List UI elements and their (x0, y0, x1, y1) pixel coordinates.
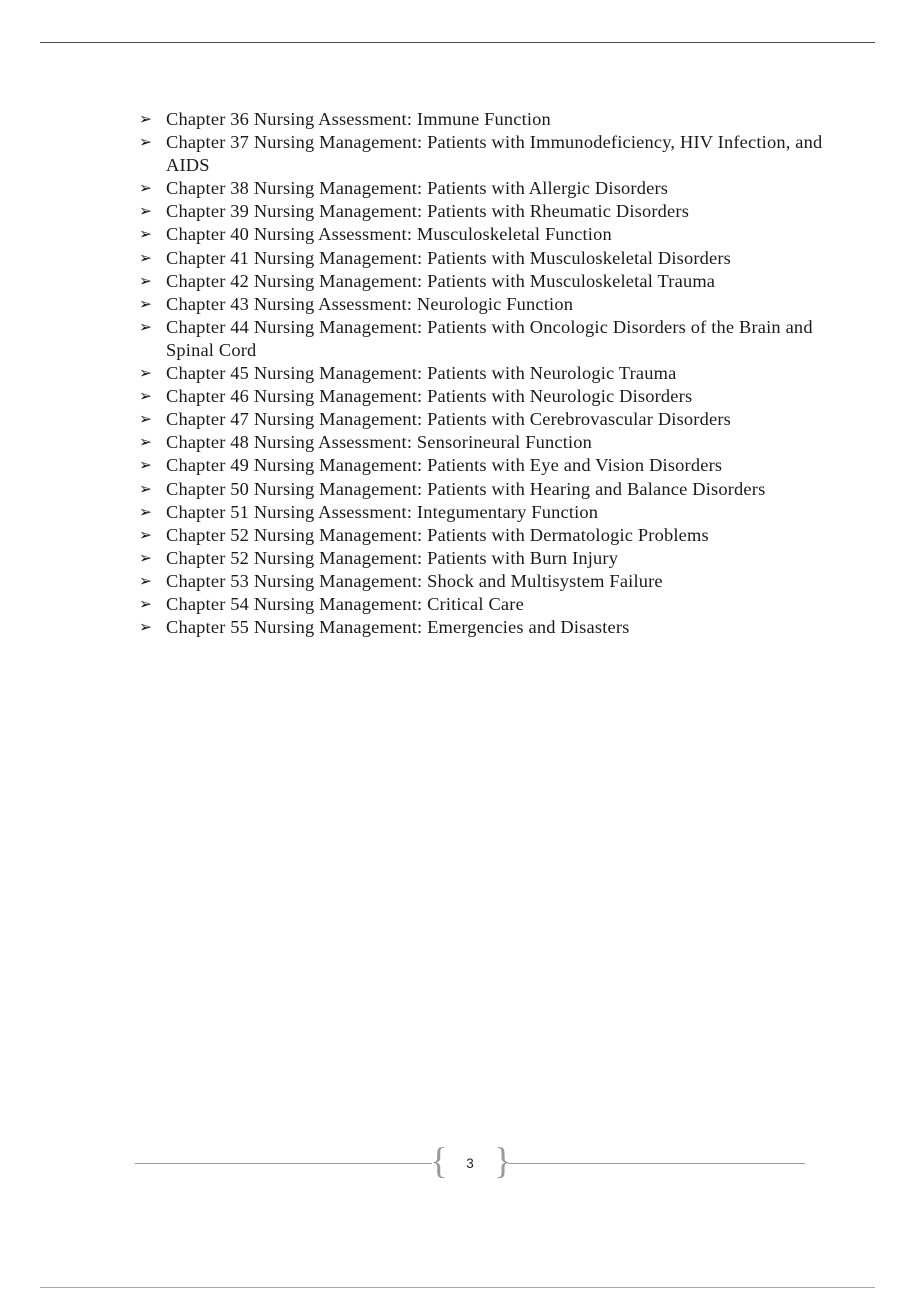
toc-item-label: Chapter 54 Nursing Management: Critical Care (166, 593, 524, 614)
toc-item-label: Chapter 43 Nursing Assessment: Neurologic Function (166, 293, 574, 314)
toc-item-label: Chapter 49 Nursing Management: Patients with Eye and Vision Disorders (166, 455, 723, 476)
arrow-bullet-icon: ➢ (139, 594, 153, 613)
toc-item (138, 547, 828, 570)
toc-item-label: Chapter 36 Nursing Assessment: Immune Function (166, 109, 551, 129)
arrow-bullet-icon: ➢ (139, 202, 153, 221)
toc-item (138, 385, 828, 408)
toc-item-label: Chapter 44 Nursing Management: Patients with Oncologic Disorders of the Brain and Spinal Cord (166, 316, 813, 360)
footer-rule-left (135, 1163, 432, 1164)
toc-item (138, 223, 828, 246)
toc-item (138, 200, 828, 223)
toc-item-label: Chapter 40 Nursing Assessment: Musculoskeletal Function (166, 224, 612, 245)
arrow-bullet-icon: ➢ (139, 548, 153, 567)
arrow-bullet-icon: ➢ (139, 225, 153, 244)
footer-left-brace-icon: { (430, 1141, 448, 1182)
toc-item-label: Chapter 47 Nursing Management: Patients with Cerebrovascular Disorders (166, 409, 731, 430)
table-of-contents (138, 108, 828, 639)
arrow-bullet-icon: ➢ (139, 271, 153, 290)
toc-item (138, 131, 828, 177)
toc-item (138, 478, 828, 501)
arrow-bullet-icon: ➢ (139, 456, 153, 475)
page-number: 3 (466, 1156, 474, 1171)
toc-item (138, 293, 828, 316)
footer-rule-right (508, 1163, 805, 1164)
toc-item-label: Chapter 38 Nursing Management: Patients with Allergic Disorders (166, 178, 669, 199)
arrow-bullet-icon: ➢ (139, 525, 153, 544)
toc-item-label: Chapter 46 Nursing Management: Patients with Neurologic Disorders (166, 386, 693, 407)
arrow-bullet-icon: ➢ (139, 433, 153, 452)
arrow-bullet-icon: ➢ (139, 387, 153, 406)
toc-item (138, 108, 828, 131)
arrow-bullet-icon: ➢ (139, 110, 153, 128)
toc-item (138, 501, 828, 524)
toc-item (138, 270, 828, 293)
arrow-bullet-icon: ➢ (139, 294, 153, 313)
toc-item (138, 316, 828, 362)
toc-item-label: Chapter 50 Nursing Management: Patients with Hearing and Balance Disorders (166, 478, 766, 499)
arrow-bullet-icon: ➢ (139, 618, 153, 637)
toc-item (138, 524, 828, 547)
arrow-bullet-icon: ➢ (139, 502, 153, 521)
footer-right-brace-icon: } (494, 1141, 512, 1182)
toc-list (138, 108, 828, 639)
toc-item (138, 177, 828, 200)
toc-item-label: Chapter 52 Nursing Management: Patients with Dermatologic Problems (166, 524, 709, 545)
header-rule (40, 42, 875, 43)
toc-item-label: Chapter 53 Nursing Management: Shock and Multisystem Failure (166, 570, 663, 591)
toc-item (138, 408, 828, 431)
toc-item-label: Chapter 37 Nursing Management: Patients with Immunodeficiency, HIV Infection, and AIDS (166, 132, 823, 176)
toc-item-label: Chapter 55 Nursing Management: Emergencies and Disasters (166, 617, 630, 638)
toc-item (138, 616, 828, 639)
toc-item-label: Chapter 41 Nursing Management: Patients with Musculoskeletal Disorders (166, 247, 732, 268)
toc-item-label: Chapter 48 Nursing Assessment: Sensorineural Function (166, 432, 593, 453)
arrow-bullet-icon: ➢ (139, 133, 153, 152)
arrow-bullet-icon: ➢ (139, 479, 153, 498)
page-bottom-rule (40, 1287, 875, 1288)
toc-item-label: Chapter 51 Nursing Assessment: Integumentary Function (166, 501, 599, 522)
arrow-bullet-icon: ➢ (139, 410, 153, 429)
arrow-bullet-icon: ➢ (139, 571, 153, 590)
toc-item (138, 247, 828, 270)
toc-item-label: Chapter 39 Nursing Management: Patients with Rheumatic Disorders (166, 201, 690, 222)
toc-item (138, 570, 828, 593)
arrow-bullet-icon: ➢ (139, 248, 153, 267)
toc-item (138, 362, 828, 385)
arrow-bullet-icon: ➢ (139, 317, 153, 336)
toc-item-label: Chapter 42 Nursing Management: Patients with Musculoskeletal Trauma (166, 270, 716, 291)
arrow-bullet-icon: ➢ (139, 179, 153, 198)
arrow-bullet-icon: ➢ (139, 364, 153, 383)
toc-item (138, 593, 828, 616)
toc-item-label: Chapter 45 Nursing Management: Patients with Neurologic Trauma (166, 363, 677, 384)
toc-item (138, 454, 828, 477)
toc-item-label: Chapter 52 Nursing Management: Patients with Burn Injury (166, 547, 619, 568)
page-footer (0, 1141, 916, 1190)
toc-item (138, 431, 828, 454)
